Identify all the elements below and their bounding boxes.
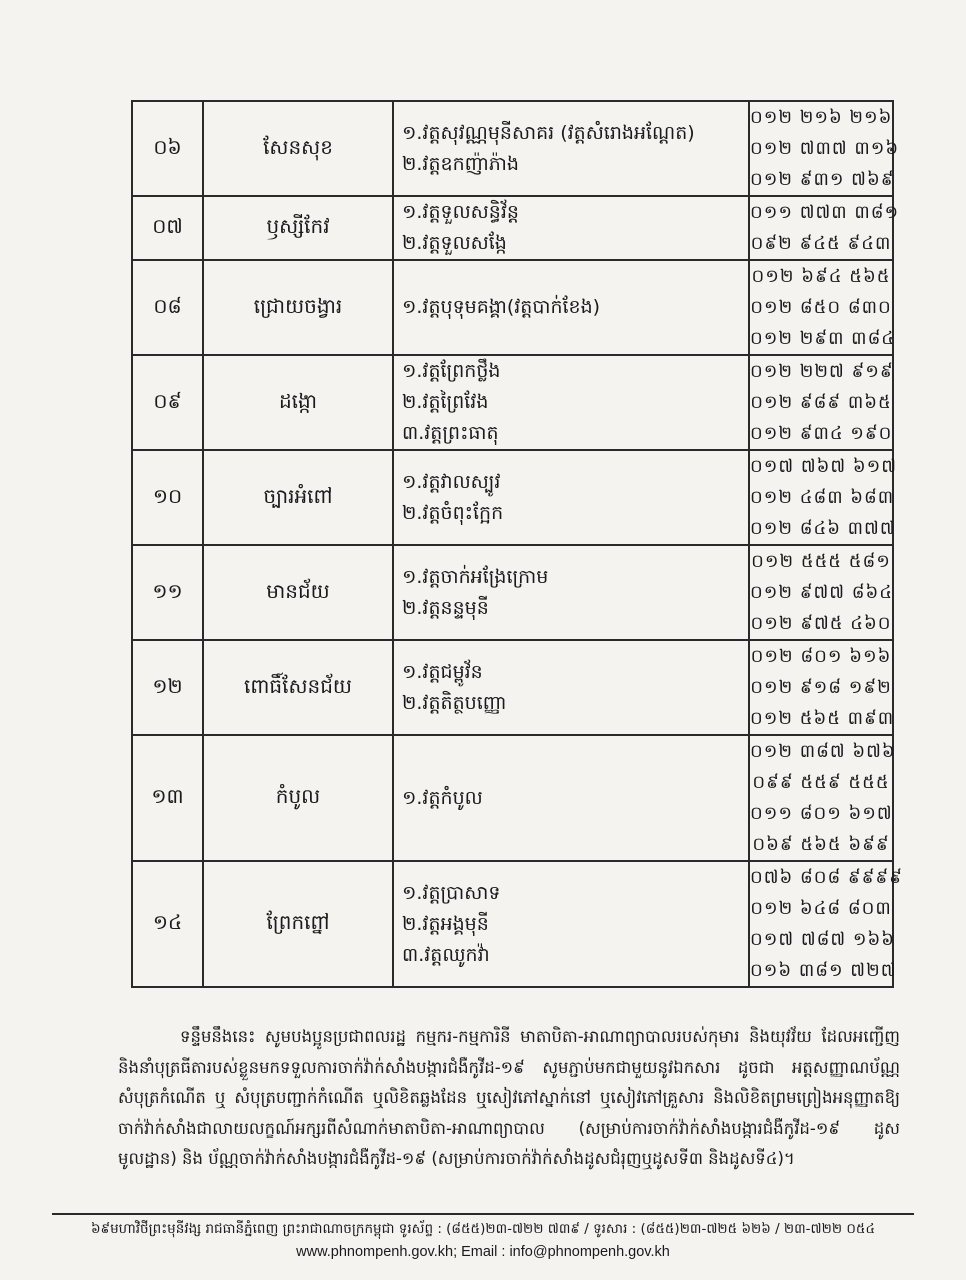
district-name: ព្រែកព្នៅ	[203, 861, 393, 987]
district-name: ពោធិ៍សែនជ័យ	[203, 640, 393, 735]
footer-address: ៦៩មហាវិថីព្រះមុនីវង្ស រាជធានីភ្នំពេញ ព្រះរាជាណាចក្រកម្ពុជា ទូរស័ព្ទ : (៨៥៥)២៣-៧២២ ៧៣៩ / ទូរសារ : (៨៥៥)២៣-៧២៥ ៦២៦ / ២៣-៧២២ ០៥៤	[90, 1221, 876, 1237]
phone-number: ០១២ ៩៣១ ៧៦៩	[750, 169, 895, 190]
phone-number: ០១៦ ៣៨១ ៧២៧	[750, 960, 897, 981]
site-item: ៣.វត្តឈូកវ៉ា	[402, 943, 490, 966]
table-row	[132, 545, 893, 640]
phone-number: ០១២ ២១៦ ២១៦	[750, 107, 893, 128]
table-row	[132, 735, 893, 861]
phone-number: ០១១ ៧៧៣ ៣៨១	[750, 202, 900, 223]
district-name: ឫស្សីកែវ	[203, 196, 393, 260]
vaccination-sites	[393, 260, 749, 355]
phone-number: ០៩២ ៩៤៥ ៩៤៣	[750, 233, 892, 254]
table-row	[132, 640, 893, 735]
row-number: ១០	[132, 450, 203, 545]
footer-web-email: www.phnompenh.gov.kh; Email : info@phnompenh.gov.kh	[296, 1244, 670, 1260]
table-row	[132, 355, 893, 450]
site-item: ១.វត្តប្រាសាទ	[402, 881, 501, 904]
phone-number: ០១២ ៦៤៨ ៨០៣	[750, 898, 892, 919]
phone-number: ០១២ ៨០១ ៦១៦	[750, 646, 892, 667]
row-number: ១១	[132, 545, 203, 640]
phone-number: ០១២ ៣៨៧ ៦៧៦	[750, 741, 896, 762]
contact-phones	[749, 861, 903, 987]
site-item: ១.វត្តចាក់អង្រែក្រោម	[402, 565, 549, 588]
site-item: ១.វត្តវាលស្បូវ	[402, 470, 501, 493]
district-name: ដង្កោ	[203, 355, 393, 450]
site-item: ១.វត្តជម្ពូវ័ន	[402, 660, 483, 683]
phone-number: ០១២ ៥៥៥ ៥៨១	[751, 551, 891, 572]
district-name: សែនសុខ	[203, 101, 393, 196]
district-name: ច្បារអំពៅ	[203, 450, 393, 545]
site-item: ២.វត្តចំពុះក្អែក	[402, 501, 504, 524]
site-item: ១.វត្តកំបូល	[402, 786, 483, 809]
vaccination-sites	[393, 196, 749, 260]
contact-phones	[749, 735, 896, 861]
contact-phones	[749, 450, 897, 545]
vaccination-sites	[393, 640, 749, 735]
site-item: ២.វត្តនន្ទមុនី	[402, 596, 489, 619]
vaccination-sites	[393, 101, 749, 196]
contact-phones	[749, 196, 900, 260]
row-number: ០៦	[132, 101, 203, 196]
row-number: ១៣	[132, 735, 203, 861]
phone-number: ០៧៦ ៨០៨ ៩៩៩៩	[750, 867, 903, 888]
site-item: ២.វត្តឧកញ៉ាភ៉ាង	[402, 152, 519, 175]
vaccination-sites	[393, 450, 749, 545]
phone-number: ០១២ ៦៩៤ ៥៦៥	[751, 266, 891, 287]
site-item: ២.វត្តតិត្ថបញ្ញោ	[402, 691, 507, 714]
phone-number: ០១២ ៩៣៤ ១៩០	[750, 423, 893, 444]
vaccination-site-table	[131, 100, 903, 988]
phone-number: ០១២ ៩១៨ ១៩២	[750, 677, 892, 698]
district-name: កំបូល	[203, 735, 393, 861]
table-row	[132, 101, 893, 196]
phone-number: ០១២ ៩៨៩ ៣៦៥	[750, 392, 892, 413]
table-row	[132, 196, 893, 260]
phone-number: ០៩៩ ៥៥៩ ៥៥៥	[752, 772, 890, 793]
phone-number: ០៦៩ ៥៦៥ ៦៩៩	[752, 834, 890, 855]
table-body	[132, 101, 903, 987]
phone-number: ០១២ ៨៤៦ ៣៧៧	[750, 518, 896, 539]
site-item: ២.វត្តអង្គមុនី	[402, 912, 489, 935]
site-item: ១.វត្តសុវណ្ណមុនីសាគរ (វត្តសំរោងអណ្ដែត)	[402, 121, 695, 144]
phone-number: ០១៧ ៧៦៧ ៦១៧	[750, 456, 897, 477]
site-item: ៣.វត្តព្រះធាតុ	[402, 422, 499, 444]
phone-number: ០១២ ៨៥០ ៨៣០	[750, 297, 892, 318]
site-item: ២.វត្តព្រៃវែង	[402, 391, 489, 413]
contact-phones	[749, 355, 893, 450]
phone-number: ០១២ ២២៧ ៩១៩	[750, 361, 894, 382]
table-row	[132, 861, 893, 987]
site-item: ១.វត្តទួលសន្ធិវ័ន្ត	[402, 201, 519, 223]
phone-number: ០១២ ៥៦៥ ៣៩៣	[750, 708, 895, 729]
contact-phones	[749, 260, 896, 355]
phone-number: ០១២ ៩៧៧ ៨៦៤	[750, 582, 893, 603]
row-number: ១៤	[132, 861, 203, 987]
district-name: ជ្រោយចង្វារ	[203, 260, 393, 355]
table-row	[132, 450, 893, 545]
row-number: ១២	[132, 640, 203, 735]
phone-number: ០១២ ២៩៣ ៣៨៤	[750, 328, 896, 349]
row-number: ០៨	[132, 260, 203, 355]
vaccination-sites	[393, 355, 749, 450]
phone-number: ០១២ ៧៣៧ ៣១៦	[750, 138, 900, 159]
site-item: ១.វត្តព្រែកថ្លឹង	[402, 360, 501, 382]
site-item: ២.វត្តទួលសង្កែ	[402, 232, 507, 254]
site-item: ១.វត្តបុទុមគង្គា(វត្តបាក់ខែង)	[402, 296, 601, 318]
row-number: ០៧	[132, 196, 203, 260]
phone-number: ០១២ ៩៧៥ ៤៦០	[750, 613, 892, 634]
district-name: មានជ័យ	[203, 545, 393, 640]
contact-phones	[749, 101, 900, 196]
row-number: ០៩	[132, 355, 203, 450]
contact-phones	[749, 545, 893, 640]
vaccination-sites	[393, 545, 749, 640]
vaccination-sites	[393, 735, 749, 861]
footer-divider	[52, 1213, 914, 1215]
vaccination-sites	[393, 861, 749, 987]
contact-phones	[749, 640, 893, 735]
phone-number: ០១៧ ៧៨៧ ១៦៦	[750, 929, 895, 950]
table-row	[132, 260, 893, 355]
phone-number: ០១២ ៤៨៣ ៦៨៣	[750, 487, 895, 508]
notice-paragraph: ទន្ទឹមនឹងនេះ សូមបងប្អូនប្រជាពលរដ្ឋ កម្មករ-កម្មការិនី មាតាបិតា-អាណាព្យាបាលរបស់កុមារ និងយុវវ័យ ដែលអញ្ជើញ និងនាំបុត្រធីតារបស់ខ្លួនមកទទួលការចាក់វ៉ាក់សាំងបង្ការជំងឺកូវីដ-១៩ សូមភ្ជាប់មកជាមួយនូវឯកសារ ដូចជា អត្តសញ្ញាណប័ណ្ណ សំបុត្រកំណើត ឬ សំបុត្របញ្ជាក់កំណើត ឬលិខិតឆ្លងដែន ឬសៀវភៅស្នាក់នៅ ឬសៀវភៅគ្រួសារ និងលិខិតព្រមព្រៀងអនុញ្ញាតឱ្យចាក់វ៉ាក់សាំងជាលាយលក្ខណ៍អក្សរពីសំណាក់មាតាបិតា-អាណាព្យាបាល (សម្រាប់ការចាក់វ៉ាក់សាំងបង្ការជំងឺកូវីដ-១៩ ដូសមូលដ្ឋាន) និង ប័ណ្ណចាក់វ៉ាក់សាំងបង្ការជំងឺកូវីដ-១៩ (សម្រាប់ការចាក់វ៉ាក់សាំងដូសជំរុញឬដូសទី៣ និងដូសទី៤)។	[118, 1027, 900, 1168]
phone-number: ០១១ ៨០១ ៦១៧	[750, 803, 893, 824]
